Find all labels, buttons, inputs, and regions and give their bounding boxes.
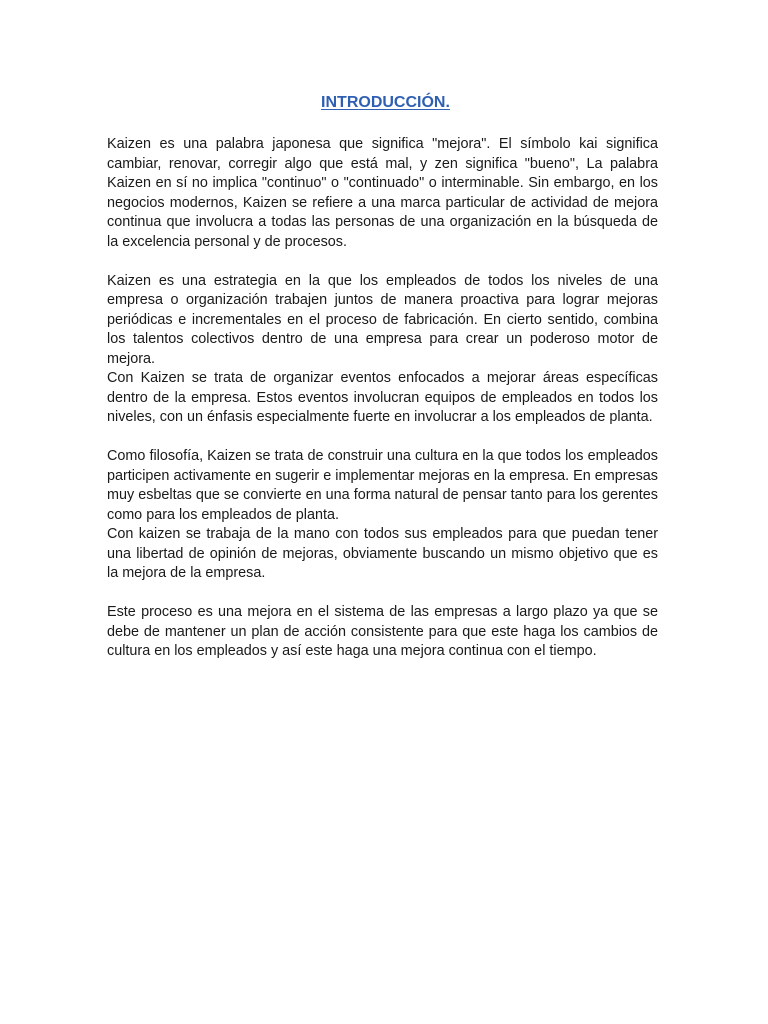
paragraph-definition: Kaizen es una palabra japonesa que significa "mejora". El símbolo kai significa cambiar, renovar, corregir algo que está mal, y zen significa "bueno", La palabra Kaizen en sí no implica "continuo" o "continuado" o interminable. Sin embargo, en los negocios modernos, Kaizen se refiere a una marca particular de actividad de mejora continua que involucra a todas las personas de una organización en la búsqueda de la excelencia personal y de procesos. xyxy=(107,136,658,250)
paragraph-philosophy: Como filosofía, Kaizen se trata de construir una cultura en la que todos los empleados participen activamente en sugerir e implementar mejoras en la empresa. En empresas muy esbeltas que se convierte en una forma natural de pensar tanto para los gerentes como para los empleados de planta. xyxy=(107,448,658,523)
page-title: INTRODUCCIÓN. xyxy=(321,94,450,111)
paragraph-teamwork: Con kaizen se trabaja de la mano con todos sus empleados para que puedan tener una libertad de opinión de mejoras, obviamente buscando un mismo objetivo que es la mejora de la empresa. xyxy=(107,526,658,581)
paragraph-events: Con Kaizen se trata de organizar eventos enfocados a mejorar áreas específicas dentro de la empresa. Estos eventos involucran equipos de empleados en todos los niveles, con un énfasis especialmente fuerte en involucrar a los empleados de planta. xyxy=(107,370,658,425)
paragraph-gap xyxy=(107,252,658,272)
paragraph-strategy: Kaizen es una estrategia en la que los empleados de todos los niveles de una empresa o organización trabajen juntos de manera proactiva para lograr mejoras periódicas e incrementales en el proceso de fabricación. En cierto sentido, combina los talentos colectivos dentro de una empresa para crear un poderoso motor de mejora. xyxy=(107,272,658,367)
paragraph-gap xyxy=(107,584,658,604)
paragraph-long-term: Este proceso es una mejora en el sistema de las empresas a largo plazo ya que se debe de mantener un plan de acción consistente para que este haga los cambios de cultura en los empleados y así este haga una mejora continua con el tiempo. xyxy=(107,604,658,659)
paragraph-gap xyxy=(107,428,658,448)
